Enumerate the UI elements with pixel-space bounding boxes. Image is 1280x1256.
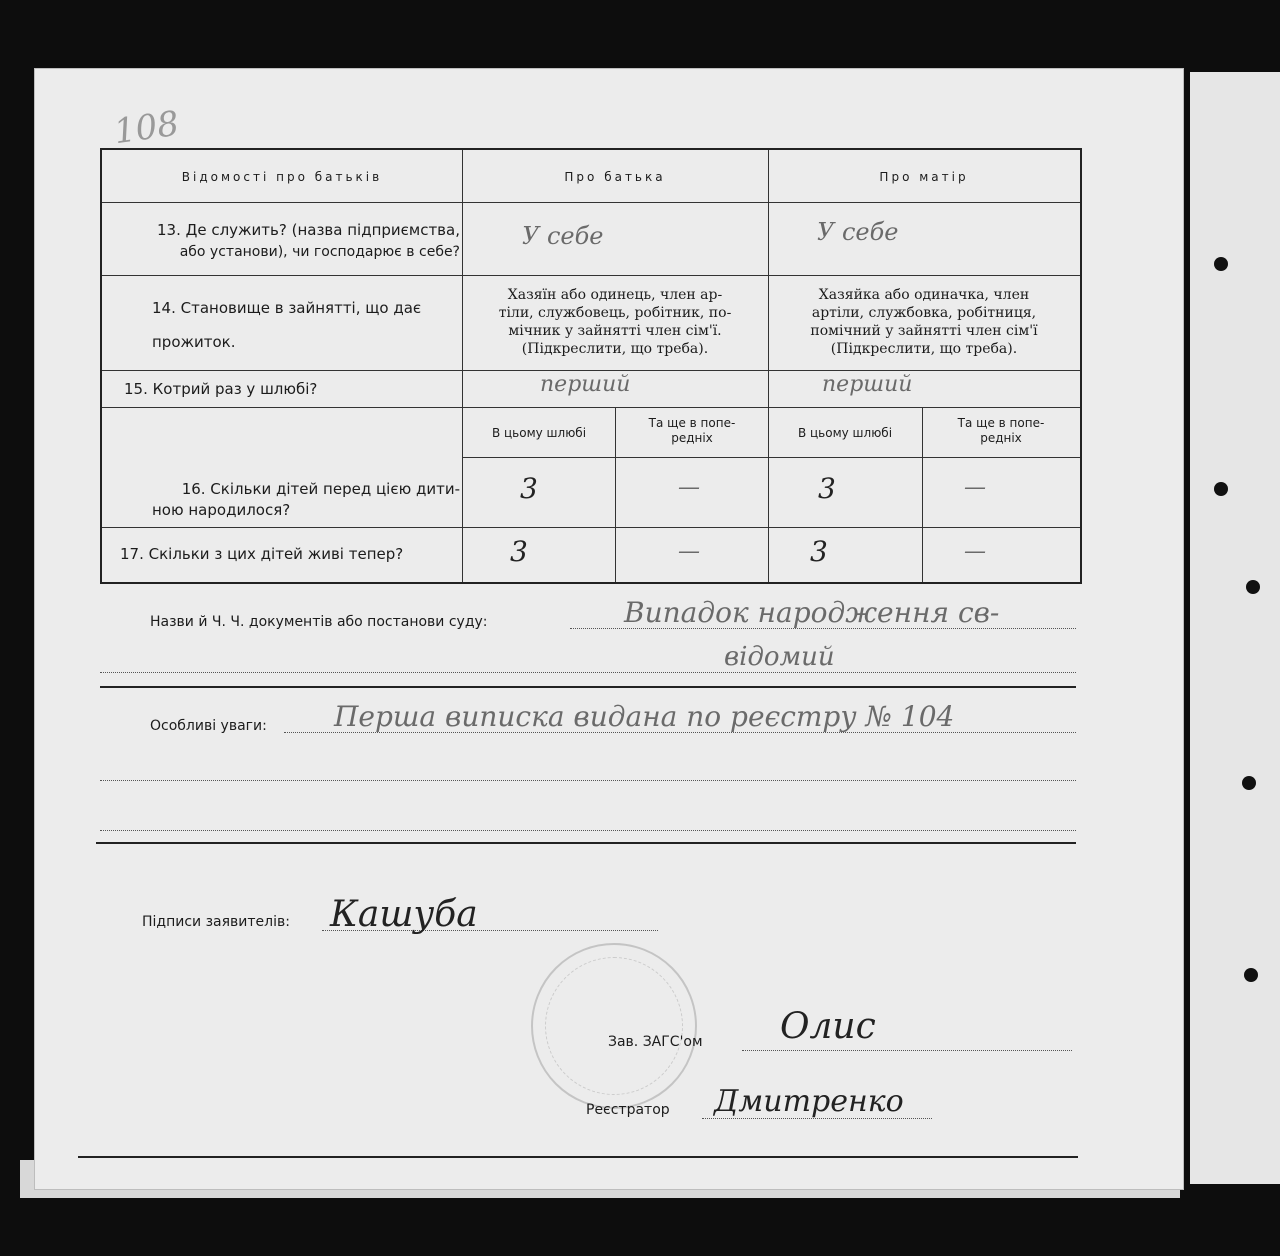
header-mother: Про матір	[879, 170, 969, 184]
documents-value-line1: Випадок народження св-	[624, 596, 1000, 629]
q14-mother-line4: (Підкреслити, що треба).	[830, 341, 1018, 357]
header-father: Про батька	[564, 170, 666, 184]
q17-mother-prev: —	[964, 539, 986, 564]
notes-line-3	[100, 830, 1076, 831]
facing-page	[1190, 72, 1280, 1184]
register-page	[34, 68, 1184, 1190]
q17-mother-this: 3	[810, 535, 828, 568]
notes-value: Перша виписка видана по реєстру № 104	[334, 700, 955, 733]
punch-hole	[1246, 580, 1260, 594]
q14-father-line3: мічник у зайнятті член сім'ї.	[508, 323, 722, 339]
sub-header-father-prev-line2: редніх	[671, 431, 713, 445]
q13-father-value: У себе	[522, 222, 604, 250]
punch-hole	[1214, 482, 1228, 496]
q16-mother-this: 3	[818, 472, 836, 505]
q17-father-prev: —	[678, 539, 700, 564]
documents-label: Назви й Ч. Ч. документів або постанови суду:	[150, 614, 488, 630]
notes-label: Особливі уваги:	[150, 718, 267, 734]
bottom-rule	[78, 1156, 1078, 1158]
q16-label-line2: ною народилося?	[152, 501, 291, 519]
sub-header-father-prev-line1: Та ще в попе-	[648, 416, 736, 430]
head-line	[742, 1050, 1072, 1051]
corner-note: 108	[111, 103, 182, 153]
q14-father-line4: (Підкреслити, що треба).	[521, 341, 709, 357]
punch-hole	[1214, 257, 1228, 271]
q14-father-line1: Хазяїн або одинець, член ар-	[507, 287, 723, 303]
q14-mother-line3: помічний у зайнятті член сім'ї	[810, 323, 1038, 339]
sub-header-mother-prev-line1: Та ще в попе-	[957, 416, 1045, 430]
punch-hole	[1242, 776, 1256, 790]
applicants-signature: Кашуба	[330, 894, 478, 935]
q14-label-line1: 14. Становище в зайнятті, що дає	[152, 299, 422, 317]
head-label: Зав. ЗАГС'ом	[608, 1034, 703, 1050]
punch-hole	[1244, 968, 1258, 982]
q16-father-prev: —	[678, 475, 700, 500]
q15-mother-value: перший	[822, 372, 913, 397]
q17-label: 17. Скільки з цих дітей живі тепер?	[120, 545, 404, 563]
head-signature: Олис	[780, 1006, 876, 1047]
header-parents-info: Відомості про батьків	[181, 170, 383, 184]
section-divider	[100, 686, 1076, 688]
applicants-label: Підписи заявителів:	[142, 914, 290, 930]
q13-label-line1: 13. Де служить? (назва підприємства,	[156, 221, 460, 239]
q16-mother-prev: —	[964, 475, 986, 500]
sub-header-mother-prev-line2: редніх	[980, 431, 1022, 445]
q14-mother-line2: артіли, службовка, робітниця,	[811, 305, 1037, 321]
sub-header-mother-this: В цьому шлюбі	[797, 426, 893, 440]
q16-label-line1: 16. Скільки дітей перед цією дити-	[181, 480, 460, 498]
q13-label-line2: або установи), чи господарює в себе?	[179, 244, 460, 260]
documents-value-line2: відомий	[724, 642, 835, 672]
section-divider	[96, 842, 1076, 844]
sub-header-father-this: В цьому шлюбі	[491, 426, 587, 440]
parents-table	[100, 148, 1082, 584]
q17-father-this: 3	[510, 535, 528, 568]
q14-mother-line1: Хазяйка або одиначка, член	[818, 287, 1030, 303]
q14-father-line2: тіли, службовець, робітник, по-	[498, 305, 732, 321]
q14-label-line2: прожиток.	[152, 333, 236, 351]
q15-label: 15. Котрий раз у шлюбі?	[124, 380, 318, 398]
q13-mother-value: У себе	[817, 218, 899, 246]
registrar-signature: Дмитренко	[714, 1084, 904, 1119]
official-seal	[531, 943, 697, 1109]
q16-father-this: 3	[520, 472, 538, 505]
documents-line-2	[100, 672, 1076, 673]
q15-father-value: перший	[540, 372, 631, 397]
registrar-label: Реєстратор	[586, 1102, 670, 1118]
notes-line-2	[100, 780, 1076, 781]
